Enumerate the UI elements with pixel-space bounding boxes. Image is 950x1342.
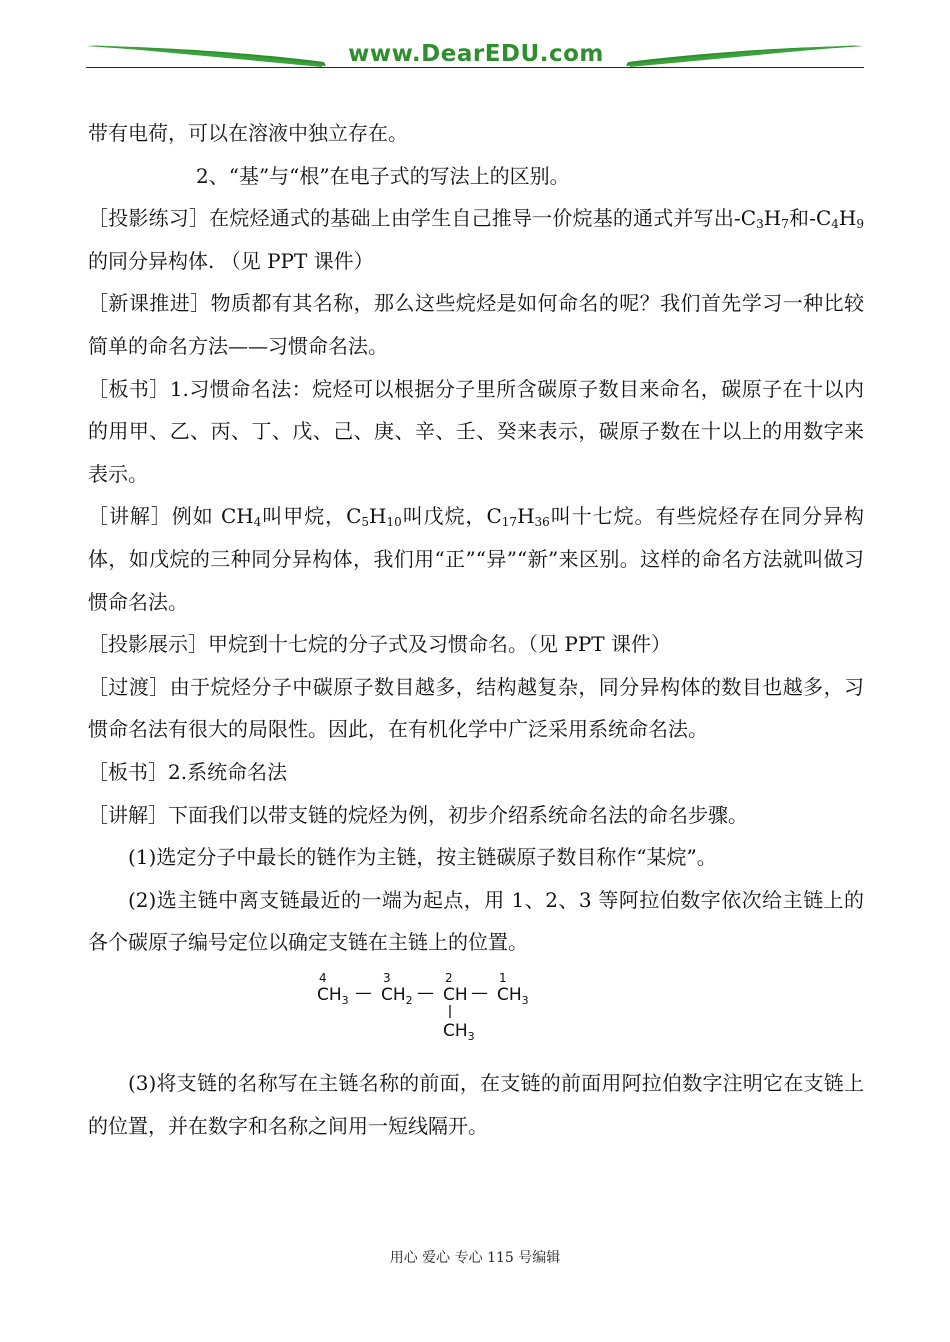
- carbon-number-3: 3: [383, 971, 391, 985]
- paragraph-11: (1)选定分子中最长的链作为主链，按主链碳原子数目称作“某烷”。: [128, 845, 717, 870]
- paragraph-3: ［投影练习］在烷烃通式的基础上由学生自己推导一价烷基的通式并写出$-C_3H_7$和$-C_4H_9$的同分异构体. （见 PPT 课件）: [88, 206, 864, 273]
- paragraph-12: (2)选主链中离支链最近的一端为起点，用 1、2、3 等阿拉伯数字依次给主链上的各个碳原子编号定位以确定支链在主链上的位置。: [88, 887, 864, 955]
- branch-group: $CH_3$: [443, 1021, 475, 1043]
- page-footer: 用心 爱心 专心 115 号编辑: [389, 1250, 561, 1266]
- bond-2: —: [417, 983, 434, 1003]
- chain-group-4: $CH_3$: [497, 985, 529, 1007]
- carbon-number-1: 1: [499, 971, 507, 985]
- paragraph-8: ［过渡］由于烷烃分子中碳原子数目越多，结构越复杂，同分异构体的数目也越多，习惯命名法有很大的局限性。因此，在有机化学中广泛采用系统命名法。: [88, 674, 864, 742]
- structural-formula: [313, 968, 543, 1048]
- paragraph-4: ［新课推进］物质都有其名称，那么这些烷烃是如何命名的呢？我们首先学习一种比较简单的命名方法——习惯命名法。: [88, 291, 864, 358]
- brand-logo-text: www.DearEDU.com: [348, 41, 604, 67]
- bond-1: —: [355, 983, 372, 1003]
- paragraph-6: ［讲解］例如 $CH_4$叫甲烷，$C_5H_{10}$叫戊烷，$C_{17}H_{36}$叫十七烷。有些烷烃存在同分异构体，如戊烷的三种同分异构体，我们用“正”“异”“新”来区别。这样的命名方法就叫做习惯命名法。: [88, 504, 864, 614]
- paragraph-10: ［讲解］下面我们以带支链的烷烃为例，初步介绍系统命名法的命名步骤。: [88, 802, 748, 827]
- paragraph-2: 2、“基”与“根”在电子式的写法上的区别。: [196, 163, 570, 188]
- chain-group-1: $CH_3$: [317, 985, 349, 1007]
- document-body-continued: [88, 1062, 864, 1147]
- carbon-number-2: 2: [445, 971, 453, 985]
- document-body: [88, 112, 864, 964]
- paragraph-13: (3)将支链的名称写在主链名称的前面，在支链的前面用阿拉伯数字注明它在支链上的位置，并在数字和名称之间用一短线隔开。: [88, 1071, 864, 1138]
- chain-group-3: CH: [443, 985, 468, 1005]
- carbon-number-4: 4: [319, 971, 327, 985]
- paragraph-5: ［板书］1.习惯命名法：烷烃可以根据分子里所含碳原子数目来命名，碳原子在十以内的用甲、乙、丙、丁、戊、己、庚、辛、壬、癸来表示，碳原子数在十以上的用数字来表示。: [88, 376, 864, 486]
- chain-group-2: $CH_2$: [381, 985, 413, 1007]
- paragraph-9: ［板书］2.系统命名法: [88, 759, 288, 784]
- paragraph-1: 带有电荷，可以在溶液中独立存在。: [88, 121, 408, 145]
- bond-3: —: [471, 983, 488, 1003]
- header-rule: [86, 67, 864, 68]
- paragraph-7: ［投影展示］甲烷到十七烷的分子式及习惯命名。（见 PPT 课件）: [88, 632, 671, 657]
